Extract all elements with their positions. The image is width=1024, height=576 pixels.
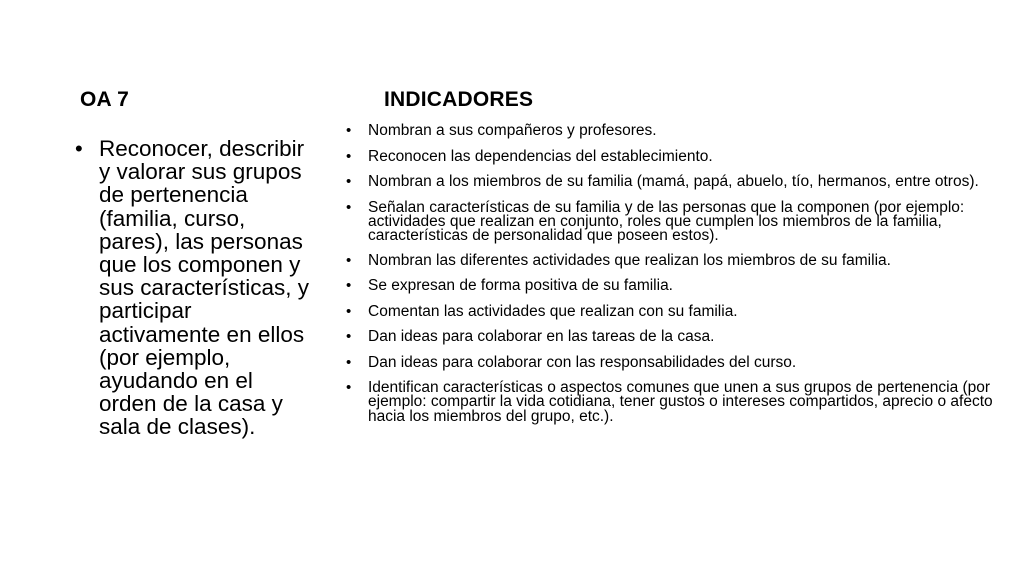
bullet-icon: •	[346, 277, 352, 295]
indicator-item	[346, 252, 1006, 269]
indicator-item	[346, 354, 1006, 371]
indicator-text: Dan ideas para colaborar en las tareas de la casa.	[368, 328, 715, 346]
indicator-text: Nombran las diferentes actividades que realizan los miembros de su familia.	[368, 251, 891, 269]
bullet-icon: •	[346, 122, 352, 139]
indicator-item	[346, 173, 1006, 190]
indicator-item	[346, 148, 1006, 165]
bullet-icon: •	[346, 302, 352, 320]
indicator-item	[346, 277, 1006, 294]
indicator-text: Nombran a sus compañeros y profesores.	[368, 122, 657, 139]
indicators-list	[346, 122, 1006, 432]
bullet-icon: •	[346, 173, 352, 190]
bullet-icon: •	[346, 147, 352, 165]
oa-heading: OA 7	[80, 88, 130, 111]
indicator-item	[346, 328, 1006, 345]
indicator-item	[346, 199, 1006, 244]
bullet-icon: •	[346, 328, 352, 346]
indicator-text: Nombran a los miembros de su familia (mamá, papá, abuelo, tío, hermanos, entre otros).	[368, 173, 979, 190]
indicators-heading: INDICADORES	[384, 88, 534, 111]
indicator-text: Comentan las actividades que realizan con su familia.	[368, 302, 738, 320]
objective-column	[75, 137, 315, 439]
indicator-text: Reconocen las dependencias del establecimiento.	[368, 147, 713, 165]
bullet-icon: •	[346, 379, 352, 397]
bullet-icon: •	[75, 136, 83, 161]
indicator-text: Dan ideas para colaborar con las responsabilidades del curso.	[368, 353, 797, 371]
indicator-item	[346, 303, 1006, 320]
indicator-text: Se expresan de forma positiva de su familia.	[368, 277, 673, 295]
indicator-item	[346, 379, 1006, 424]
bullet-icon: •	[346, 353, 352, 371]
objective-bullet-item	[75, 137, 315, 439]
indicator-item	[346, 122, 1006, 139]
indicator-text: Identifican características o aspectos comunes que unen a sus grupos de pertenencia (por ejemplo: compartir la vida cotidiana, tener gustos o intereses compartidos, aprecio o afecto hacia los miembros del grupo, etc.).	[368, 379, 993, 425]
indicator-text: Señalan características de su familia y de las personas que la componen (por ejemplo: actividades que realizan en conjunto, roles que cumplen los miembros de la familia, características de personalidad que poseen estos).	[368, 198, 965, 244]
bullet-icon: •	[346, 198, 352, 216]
objective-text: Reconocer, describir y valorar sus grupos de pertenencia (familia, curso, pares), las personas que los componen y sus características, y participar activamente en ellos (por ejemplo, ayudando en el orden de la casa y sala de clases).	[99, 136, 310, 440]
bullet-icon: •	[346, 251, 352, 269]
